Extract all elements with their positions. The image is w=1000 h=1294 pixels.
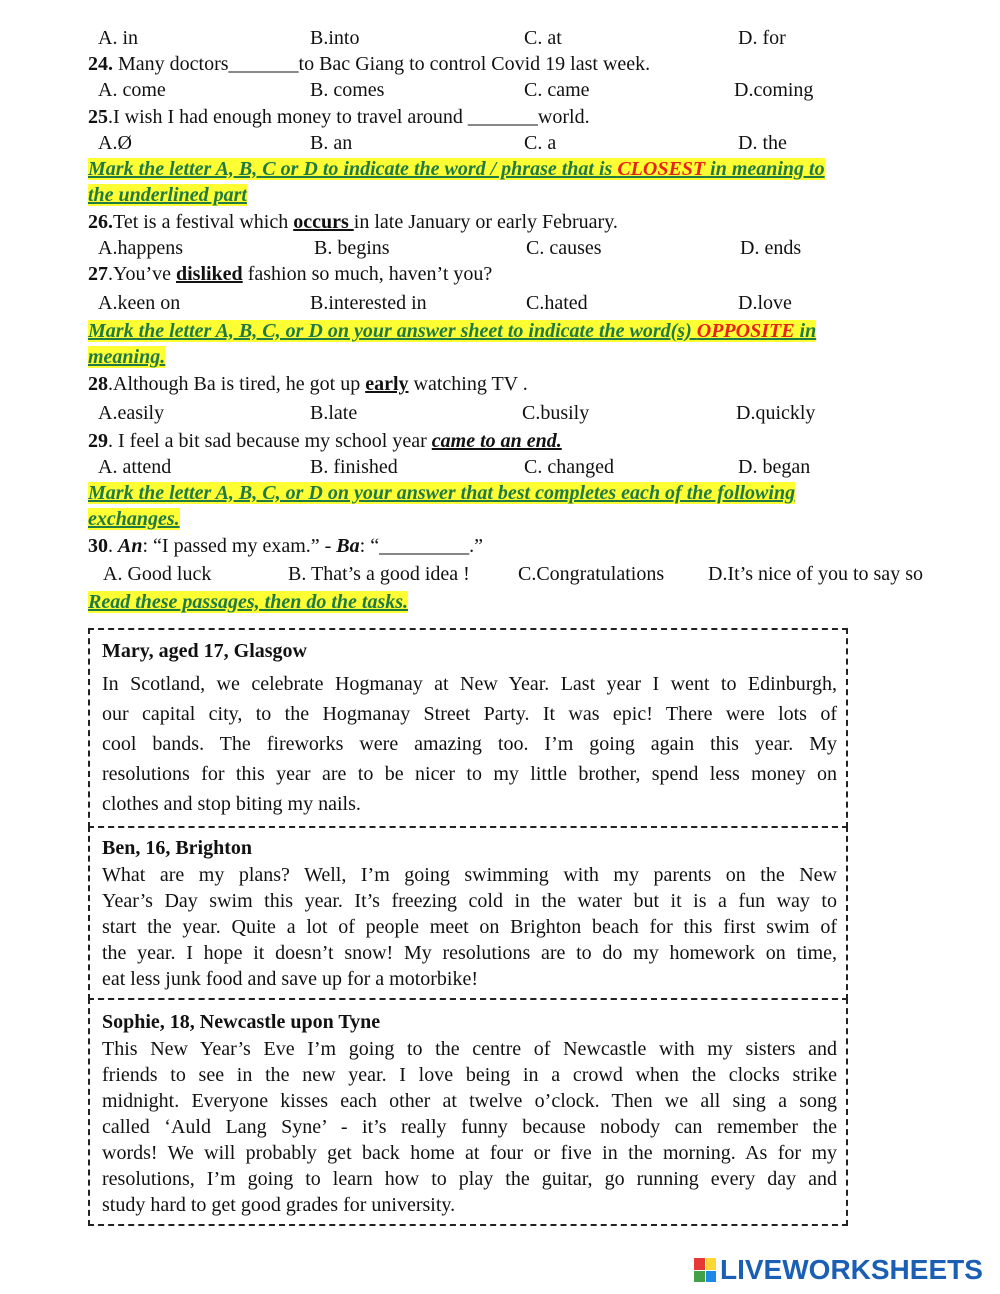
q30-option-a: A. Good luck [103,563,212,585]
passage-mary [88,628,848,828]
q26-option-a: A.happens [98,237,183,259]
q28-option-d: D.quickly [736,402,816,424]
q30-option-b: B. That’s a good idea ! [288,563,470,585]
question-29: 29. I feel a bit sad because my school year came to an end. [88,430,562,452]
q28-option-b: B.late [310,402,358,424]
question-26: 26.Tet is a festival which occurs in late January or early February. [88,211,618,233]
passage-line: resolutions, I’m going to learn how to play the guitar, go running every day and [102,1168,837,1190]
q27-option-b: B.interested in [310,292,427,314]
q28-option-a: A.easily [98,402,165,424]
question-30: 30. An: “I passed my exam.” - Ba: “_________.” [88,535,483,557]
q25-option-d: D. the [738,132,787,154]
passage-line: eat less junk food and save up for a motorbike! [102,968,479,990]
q29-option-a: A. attend [98,456,172,478]
passage-line: In Scotland, we celebrate Hogmanay at New Year. Last year I went to Edinburgh, [102,673,837,695]
passage-line: midnight. Everyone kisses each other at twelve o’clock. Then we all sing a song [102,1090,837,1112]
question-27: 27.You’ve disliked fashion so much, haven’t you? [88,263,493,285]
passage-line: the year. I hope it doesn’t snow! My resolutions are to do my homework on time, [102,942,837,964]
q29-option-b: B. finished [310,456,398,478]
q29-option-c: C. changed [524,456,614,478]
q29-option-d: D. began [738,456,811,478]
q27-option-a: A.keen on [98,292,181,314]
instruction-opposite: Mark the letter A, B, C, or D on your answer sheet to indicate the word(s) OPPOSITE in [88,320,817,342]
instruction-exchanges-line2: exchanges. [88,508,180,530]
passage-author: Sophie, 18, Newcastle upon Tyne [102,1011,381,1033]
q24-option-b: B. comes [310,79,385,101]
passage-author: Ben, 16, Brighton [102,837,253,859]
passage-sophie [88,998,848,1226]
passage-line: start the year. Quite a lot of people meet on Brighton beach for this first swim of [102,916,837,938]
passage-line: cool bands. The fireworks were amazing too. I’m going again this year. My [102,733,837,755]
q28-option-c: C.busily [522,402,590,424]
q27-option-d: D.love [738,292,792,314]
passage-line: called ‘Auld Lang Syne’ - it’s really funny because nobody can remember the [102,1116,837,1138]
liveworksheets-logo-icon [694,1258,716,1282]
q25-option-b: B. an [310,132,353,154]
q30-option-c: C.Congratulations [518,563,665,585]
passage-ben [88,826,848,1000]
q26-option-b: B. begins [314,237,390,259]
q23-option-b: B.into [310,27,360,49]
instruction-read-passages: Read these passages, then do the tasks. [88,591,409,613]
q27-option-c: C.hated [526,292,588,314]
question-28: 28.Although Ba is tired, he got up early watching TV . [88,373,528,395]
passage-line: This New Year’s Eve I’m going to the centre of Newcastle with my sisters and [102,1038,837,1060]
passage-line: our capital city, to the Hogmanay Street Party. It was epic! There were lots of [102,703,837,725]
instruction-closest-line2: the underlined part [88,184,247,206]
q24-option-d: D.coming [734,79,814,101]
passage-line: friends to see in the new year. I love being in a crowd when the clocks strike [102,1064,837,1086]
passage-line: words! We will probably get back home at four or five in the morning. As for my [102,1142,837,1164]
passage-line: Year’s Day swim this year. It’s freezing cold in the water but it is a fun way to [102,890,837,912]
q23-option-d: D. for [738,27,786,49]
question-24: 24. Many doctors_______to Bac Giang to control Covid 19 last week. [88,53,651,75]
q23-option-a: A. in [98,27,138,49]
q23-option-c: C. at [524,27,562,49]
q26-option-c: C. causes [526,237,602,259]
passage-author: Mary, aged 17, Glasgow [102,640,307,662]
passage-line: What are my plans? Well, I’m going swimming with my parents on the New [102,864,837,886]
passage-line: clothes and stop biting my nails. [102,793,361,815]
q24-option-c: C. came [524,79,590,101]
liveworksheets-logo-text: LIVEWORKSHEETS [720,1254,983,1285]
instruction-opposite-line2: meaning. [88,346,166,368]
passage-line: resolutions for this year are to be nicer to my little brother, spend less money on [102,763,837,785]
liveworksheets-logo[interactable] [694,1255,983,1285]
q25-option-a: A.Ø [98,132,132,154]
instruction-closest: Mark the letter A, B, C or D to indicate the word / phrase that is CLOSEST in meaning to [88,158,825,180]
instruction-exchanges: Mark the letter A, B, C, or D on your answer that best completes each of the following [88,482,796,504]
q25-option-c: C. a [524,132,557,154]
question-25: 25.I wish I had enough money to travel around _______world. [88,106,590,128]
q30-option-d: D.It’s nice of you to say so [708,563,923,585]
passage-line: study hard to get good grades for university. [102,1194,456,1216]
q26-option-d: D. ends [740,237,802,259]
q24-option-a: A. come [98,79,166,101]
